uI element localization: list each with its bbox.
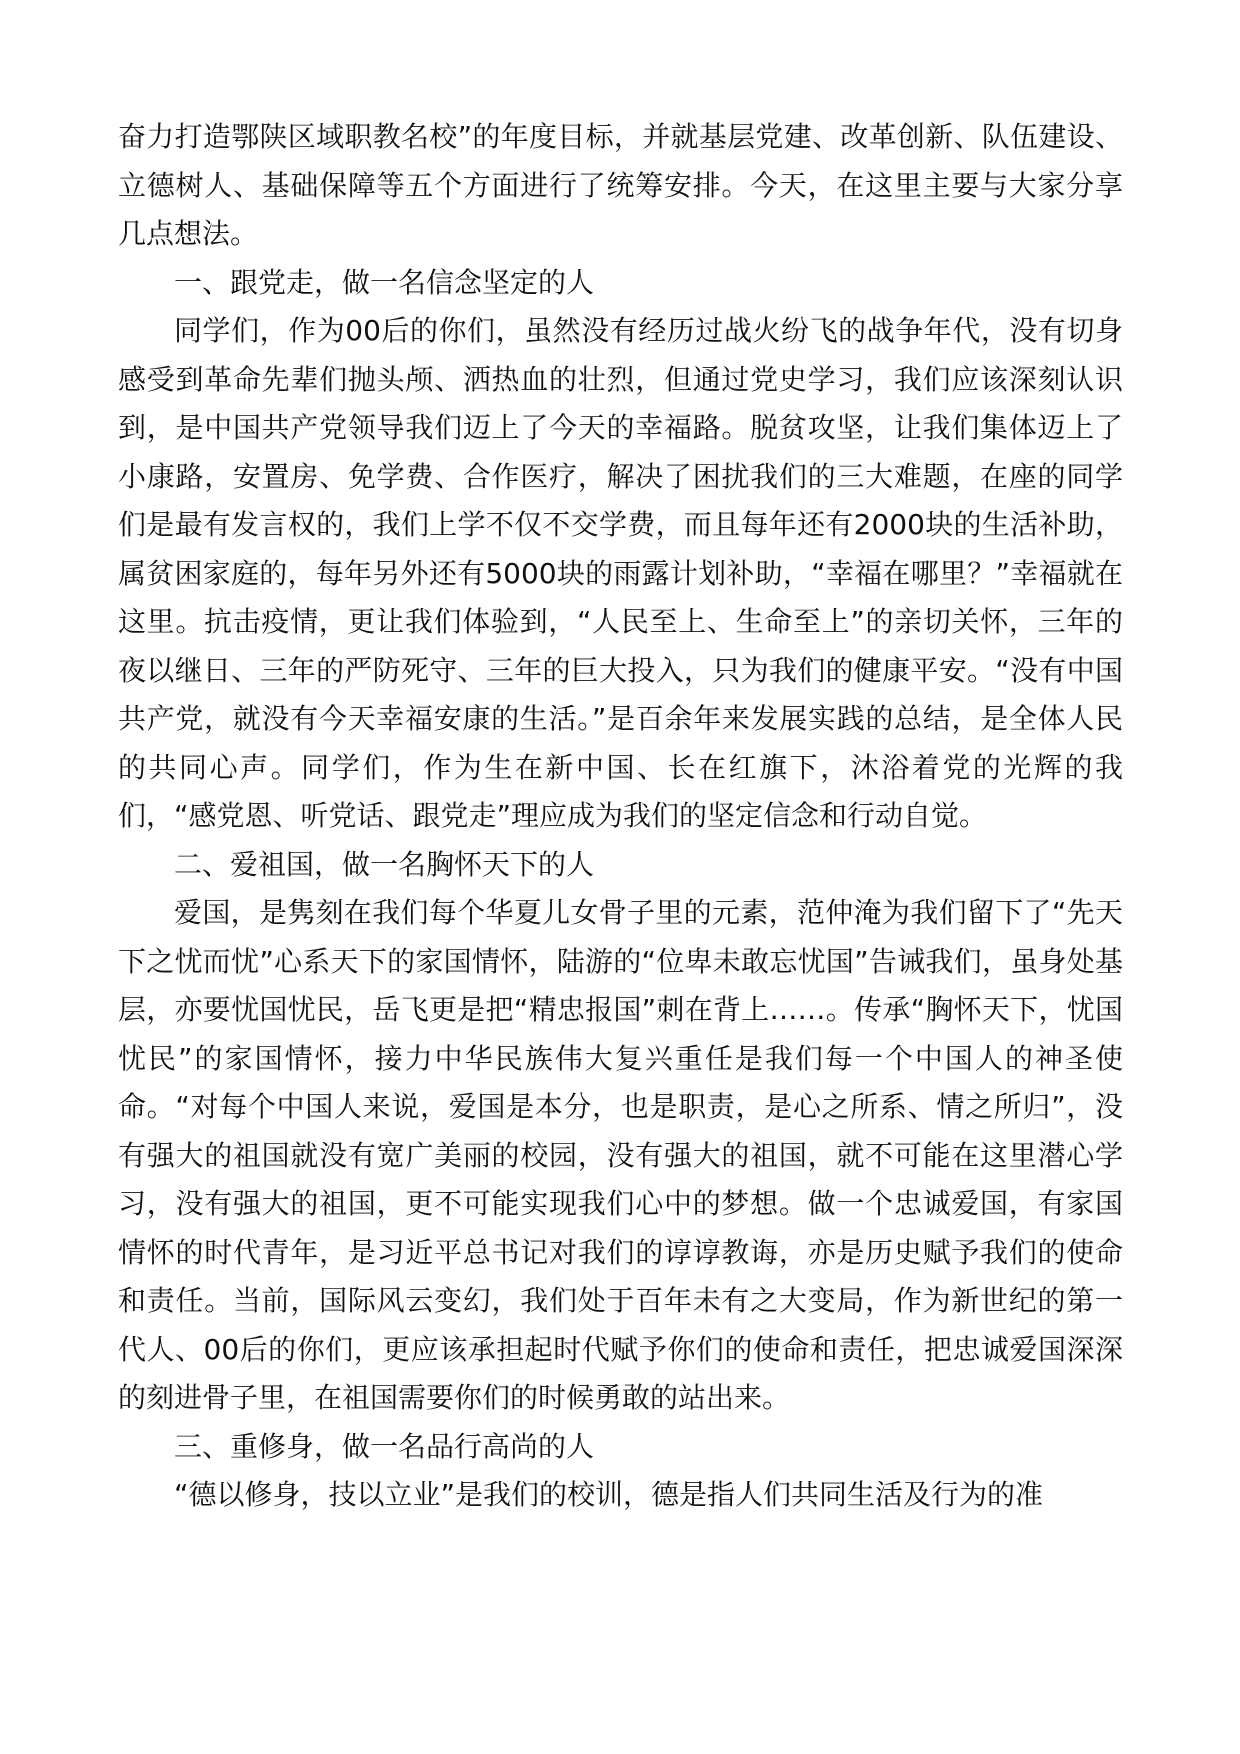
document-body xyxy=(118,113,1123,1520)
paragraph-section-3: “德以修身，技以立业”是我们的校训，德是指人们共同生活及行为的准 xyxy=(174,1478,1044,1511)
section-heading-2: 二、爱祖国，做一名胸怀天下的人 xyxy=(174,847,595,881)
section-heading-1: 一、跟党走，做一名信念坚定的人 xyxy=(174,265,595,299)
paragraph-section-2: 爱国，是隽刻在我们每个华夏儿女骨子里的元素，范仲淹为我们留下了“先天下之忧而忧”心系天下的家国情怀，陆游的“位卑未敢忘忧国”告诫我们，虽身处基层，亦要忧国忧民，岳飞更是把“精忠报国”刺在背上……。传承“胸怀天下，忧国忧民”的家国情怀，接力中华民族伟大复兴重任是我们每一个中国人的神圣使命。“对每个中国人来说，爱国是本分，也是职责，是心之所系、情之所归”，没有强大的祖国就没有宽广美丽的校园，没有强大的祖国，就不可能在这里潜心学习，没有强大的祖国，更不可能实现我们心中的梦想。做一个忠诚爱国，有家国情怀的时代青年，是习近平总书记对我们的谆谆教诲，亦是历史赋予我们的使命和责任。当前，国际风云变幻，我们处于百年未有之大变局，作为新世纪的第一代人、00后的你们，更应该承担起时代赋予你们的使命和责任，把忠诚爱国深深的刻进骨子里，在祖国需要你们的时候勇敢的站出来。 xyxy=(118,896,1123,1414)
paragraph-intro-continued: 奋力打造鄂陕区域职教名校”的年度目标，并就基层党建、改革创新、队伍建设、立德树人、基础保障等五个方面进行了统筹安排。今天，在这里主要与大家分享几点想法。 xyxy=(118,120,1123,250)
section-heading-3: 三、重修身，做一名品行高尚的人 xyxy=(174,1429,595,1463)
paragraph-section-1: 同学们，作为00后的你们，虽然没有经历过战火纷飞的战争年代，没有切身感受到革命先辈们抛头颅、洒热血的壮烈，但通过党史学习，我们应该深刻认识到，是中国共产党领导我们迈上了今天的幸福路。脱贫攻坚，让我们集体迈上了小康路，安置房、免学费、合作医疗，解决了困扰我们的三大难题，在座的同学们是最有发言权的，我们上学不仅不交学费，而且每年还有2000块的生活补助，属贫困家庭的，每年另外还有5000块的雨露计划补助，“幸福在哪里？”幸福就在这里。抗击疫情，更让我们体验到，“人民至上、生命至上”的亲切关怀，三年的夜以继日、三年的严防死守、三年的巨大投入，只为我们的健康平安。“没有中国共产党，就没有今天幸福安康的生活。”是百余年来发展实践的总结，是全体人民的共同心声。同学们，作为生在新中国、长在红旗下，沐浴着党的光辉的我们，“感党恩、听党话、跟党走”理应成为我们的坚定信念和行动自觉。 xyxy=(118,314,1123,832)
